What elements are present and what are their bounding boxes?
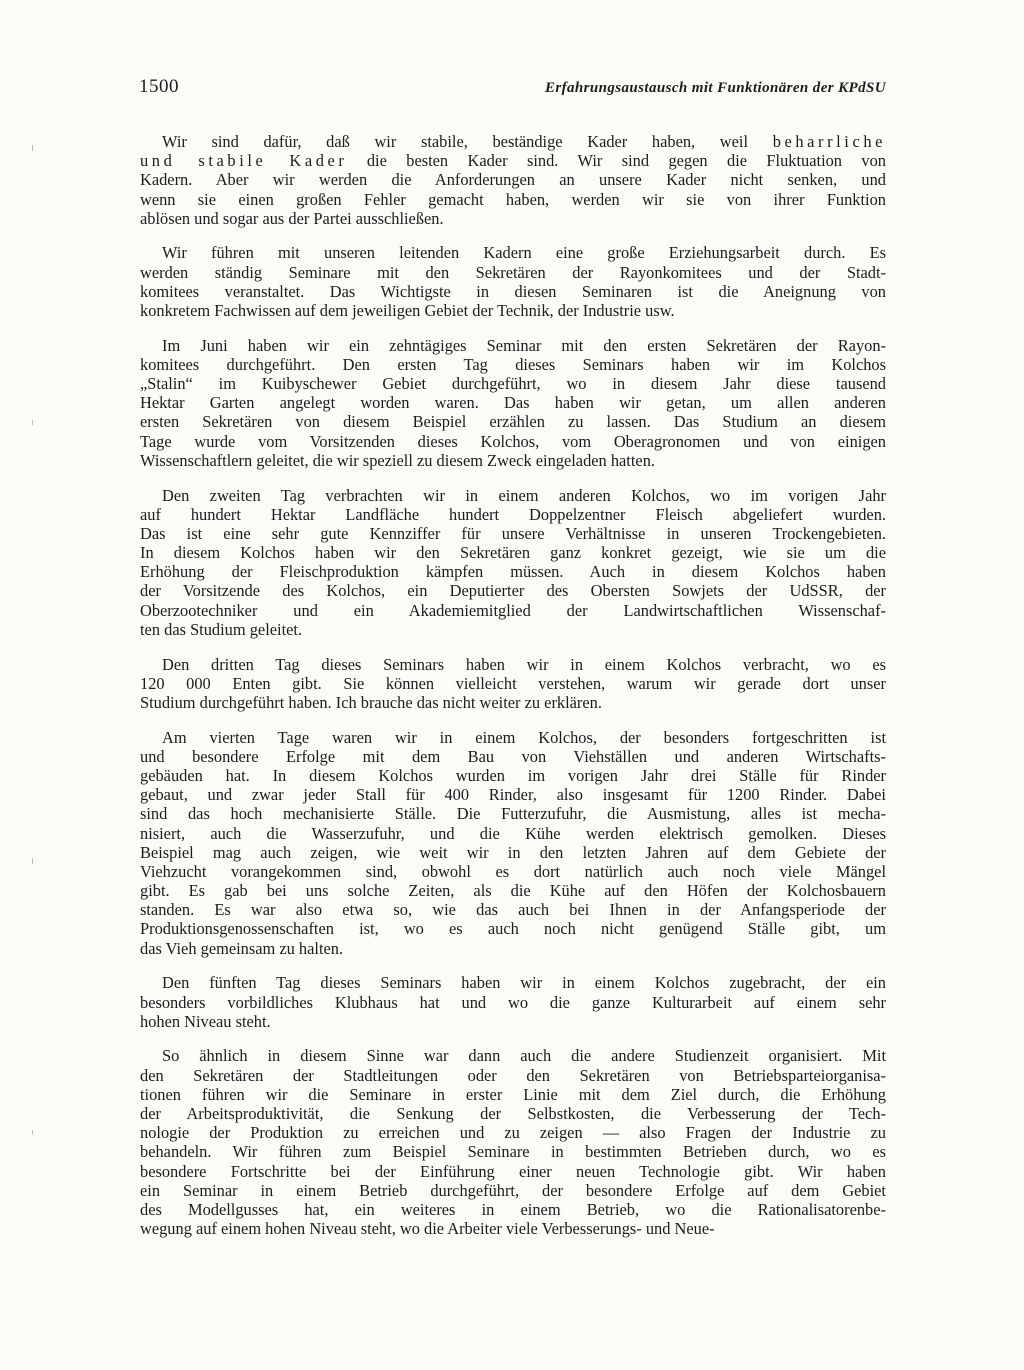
text-line: So ähnlich in diesem Sinne war dann auch die andere Studienzeit organisiert. Mit	[162, 1046, 886, 1066]
text-line: Oberzootechniker und ein Akademiemitglied der Landwirtschaftlichen Wissenschaf-	[140, 600, 886, 620]
text-line: komitees durchgeführt. Den ersten Tag dieses Seminars haben wir im Kolchos	[140, 354, 886, 374]
text-line: konkretem Fachwissen auf dem jeweiligen Gebiet der Technik, der Industrie usw.	[140, 301, 675, 320]
text-line: Am vierten Tage waren wir in einem Kolchos, der besonders fortgeschritten ist	[162, 727, 886, 747]
text-line: Wir sind dafür, daß wir stabile, beständige Kader haben, weil beharrliche	[162, 132, 886, 151]
text-line: Erhöhung der Fleischproduktion kämpfen müssen. Auch in diesem Kolchos haben	[140, 562, 886, 582]
text-line: Den zweiten Tag verbrachten wir in einem anderen Kolchos, wo im vorigen Jahr	[162, 485, 886, 505]
text-line: Das ist eine sehr gute Kennziffer für unsere Verhältnisse in unseren Trockengebieten.	[140, 523, 886, 543]
paragraph	[140, 486, 886, 640]
text-line: „Stalin“ im Kuibyschewer Gebiet durchgeführt, wo in diesem Jahr diese tausend	[140, 374, 886, 394]
text-line: behandeln. Wir führen zum Beispiel Seminare in bestimmten Betrieben durch, wo es	[140, 1142, 886, 1162]
text-line: Wir führen mit unseren leitenden Kadern eine große Erziehungsarbeit durch. Es	[162, 243, 886, 263]
text-line: Den fünften Tag dieses Seminars haben wir in einem Kolchos zugebracht, der ein	[162, 973, 886, 993]
paragraph	[140, 1046, 886, 1238]
running-header: Erfahrungsaustausch mit Funktionären der KPdSU	[544, 80, 886, 96]
text-line: nologie der Produktion zu erreichen und zu zeigen — also Fragen der Industrie zu	[140, 1123, 886, 1143]
text-line: Wissenschaftlern geleitet, die wir speziell zu diesem Zweck eingeladen hatten.	[140, 450, 655, 470]
text-line: tionen führen wir die Seminare in erster Linie mit dem Ziel durch, die Erhöhung	[140, 1084, 886, 1104]
paragraph	[140, 655, 886, 713]
text-line: des Modellgusses hat, ein weiteres in einem Betrieb, wo die Rationalisatorenbe-	[140, 1199, 886, 1219]
text-line: sind das hoch mechanisierte Ställe. Die Futterzufuhr, die Ausmistung, alles ist mecha-	[140, 804, 886, 824]
text-line: werden ständig Seminare mit den Sekretären der Rayonkomitees und der Stadt-	[140, 262, 886, 282]
text-line: ersten Sekretären von diesem Beispiel erzählen zu lassen. Das Studium an diesem	[140, 412, 886, 432]
margin-mark	[32, 858, 33, 864]
text-line: das Vieh gemeinsam zu halten.	[140, 938, 344, 958]
text-line: der Arbeitsproduktivität, die Senkung der Selbstkosten, die Verbesserung der Tech-	[140, 1103, 886, 1123]
text-line: komitees veranstaltet. Das Wichtigste in diesen Seminaren ist die Aneignung von	[140, 281, 886, 301]
text-line: besondere Fortschritte bei der Einführung einer neuen Technologie gibt. Wir haben	[140, 1161, 886, 1181]
text-line: hohen Niveau steht.	[140, 1011, 271, 1031]
text-line: ablösen und sogar aus der Partei ausschließen.	[140, 208, 444, 228]
paragraph	[140, 973, 886, 1031]
page-number: 1500	[139, 76, 179, 97]
text-line: Viehzucht vorangekommen sind, obwohl es dort natürlich auch noch viele Mängel	[140, 861, 886, 881]
margin-mark	[32, 1130, 33, 1135]
text-line: standen. Es war also etwa so, wie das auch bei Ihnen in der Anfangsperiode der	[140, 900, 886, 920]
text-line: Beispiel mag auch zeigen, wie weit wir in den letzten Jahren auf dem Gebiete der	[140, 842, 886, 862]
text-line: Hektar Garten angelegt worden waren. Das haben wir getan, um allen anderen	[140, 393, 886, 413]
text-line: besonders vorbildliches Klubhaus hat und wo die ganze Kulturarbeit auf einem sehr	[140, 992, 886, 1012]
text-line: den Sekretären der Stadtleitungen oder den Sekretären von Betriebsparteiorganisa-	[140, 1065, 886, 1085]
text-line: Produktionsgenossenschaften ist, wo es auch noch nicht genügend Ställe gibt, um	[140, 919, 886, 939]
text-line: und besondere Erfolge mit dem Bau von Viehställen und anderen Wirtschafts-	[140, 746, 886, 766]
text-line: der Vorsitzende des Kolchos, ein Deputierter des Obersten Sowjets der UdSSR, der	[140, 581, 886, 601]
text-line: Den dritten Tag dieses Seminars haben wir in einem Kolchos verbracht, wo es	[162, 654, 886, 674]
text-line: gebäuden hat. In diesem Kolchos wurden im vorigen Jahr drei Ställe für Rinder	[140, 765, 886, 785]
text-line: Kadern. Aber wir werden die Anforderungen an unsere Kader nicht senken, und	[140, 170, 886, 190]
paragraph	[140, 336, 886, 470]
paragraph	[140, 243, 886, 320]
paragraph	[140, 132, 886, 228]
margin-mark	[32, 145, 33, 151]
paragraph	[140, 728, 886, 958]
text-line: ein Seminar in einem Betrieb durchgeführt, der besondere Erfolge auf dem Gebiet	[140, 1180, 886, 1200]
text-line: gebaut, und zwar jeder Stall für 400 Rinder, also insgesamt für 1200 Rinder. Dabei	[140, 785, 886, 805]
emphasis-spaced: beharrliche	[772, 132, 886, 151]
text-line: Im Juni haben wir ein zehntägiges Seminar mit den ersten Sekretären der Rayon-	[162, 335, 886, 355]
text-line: ten das Studium geleitet.	[140, 619, 303, 639]
body-text	[140, 132, 886, 1254]
text-line: Tage wurde vom Vorsitzenden dieses Kolchos, vom Oberagronomen und von einigen	[140, 431, 886, 451]
text-line: Studium durchgeführt haben. Ich brauche das nicht weiter zu erklären.	[140, 692, 602, 712]
emphasis-spaced: und stabile Kader	[140, 151, 348, 171]
text-line: auf hundert Hektar Landfläche hundert Doppelzentner Fleisch abgeliefert wurden.	[140, 504, 886, 524]
text-line: und stabile Kader die besten Kader sind. Wir sind gegen die Fluktuation von	[140, 151, 886, 171]
text-line: gibt. Es gab bei uns solche Zeiten, als die Kühe auf den Höfen der Kolchosbauern	[140, 881, 886, 901]
text-line: wenn sie einen großen Fehler gemacht haben, werden wir sie von ihrer Funktion	[140, 189, 886, 209]
text-line: wegung auf einem hohen Niveau steht, wo die Arbeiter viele Verbesserungs- und Neue-	[140, 1219, 715, 1239]
text-line: nisiert, auch die Wasserzufuhr, und die Kühe werden elektrisch gemolken. Dieses	[140, 823, 886, 843]
margin-mark	[32, 420, 33, 425]
text-line: In diesem Kolchos haben wir den Sekretären ganz konkret gezeigt, wie sie um die	[140, 543, 886, 563]
text-line: 120 000 Enten gibt. Sie können vielleicht verstehen, warum wir gerade dort unser	[140, 673, 886, 693]
